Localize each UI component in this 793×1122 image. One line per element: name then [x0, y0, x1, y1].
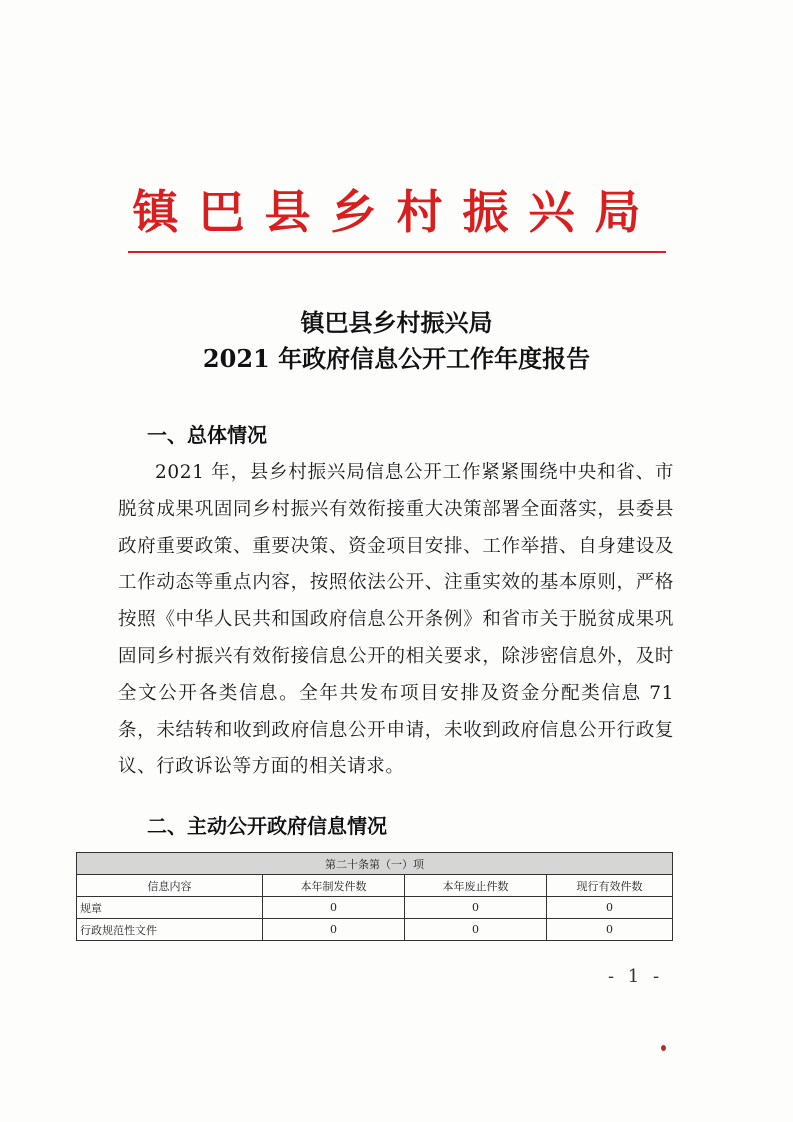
scan-speck — [661, 1045, 666, 1051]
column-header-issued: 本年制发件数 — [263, 875, 405, 897]
issued-count: 0 — [263, 919, 405, 941]
table-row — [77, 897, 673, 919]
valid-count: 0 — [547, 919, 673, 941]
table-caption: 第二十条第（一）项 — [77, 853, 673, 875]
row-label: 规章 — [77, 897, 263, 919]
row-label: 行政规范性文件 — [77, 919, 263, 941]
section-heading-active-disclosure: 二、主动公开政府信息情况 — [147, 814, 387, 838]
overview-paragraph: 2021 年，县乡村振兴局信息公开工作紧紧围绕中央和省、市脱贫成果巩固同乡村振兴有效衔接重大决策部署全面落实，县委县政府重要政策、重要决策、资金项目安排、工作举措、自身建设及工作动态等重点内容，按照依法公开、注重实效的基本原则，严格按照《中华人民共和国政府信息公开条例》和省市关于脱贫成果巩固同乡村振兴有效衔接信息公开的相关要求，除涉密信息外，及时全文公开各类信息。全年共发布项目安排及资金分配类信息 71 条，未结转和收到政府信息公开申请，未收到政府信息公开行政复议、行政诉讼等方面的相关请求。 — [118, 462, 674, 778]
column-header-valid: 现行有效件数 — [547, 875, 673, 897]
masthead-red-rule — [128, 251, 666, 253]
table-header-row — [77, 875, 673, 897]
report-title-line-1: 镇巴县乡村振兴局 — [300, 308, 493, 337]
issued-count: 0 — [263, 897, 405, 919]
report-title — [0, 305, 793, 377]
valid-count: 0 — [547, 897, 673, 919]
agency-masthead: 镇巴县乡村振兴局 — [132, 185, 661, 239]
section-heading-overview: 一、总体情况 — [147, 423, 267, 447]
disclosure-stats-table — [76, 852, 673, 941]
table-caption-row — [77, 853, 673, 875]
column-header-content: 信息内容 — [77, 875, 263, 897]
table-row — [77, 919, 673, 941]
repealed-count: 0 — [405, 919, 547, 941]
repealed-count: 0 — [405, 897, 547, 919]
column-header-repealed: 本年废止件数 — [405, 875, 547, 897]
report-title-line-2: 2021 年政府信息公开工作年度报告 — [202, 344, 591, 373]
page-number: - 1 - — [608, 966, 664, 987]
